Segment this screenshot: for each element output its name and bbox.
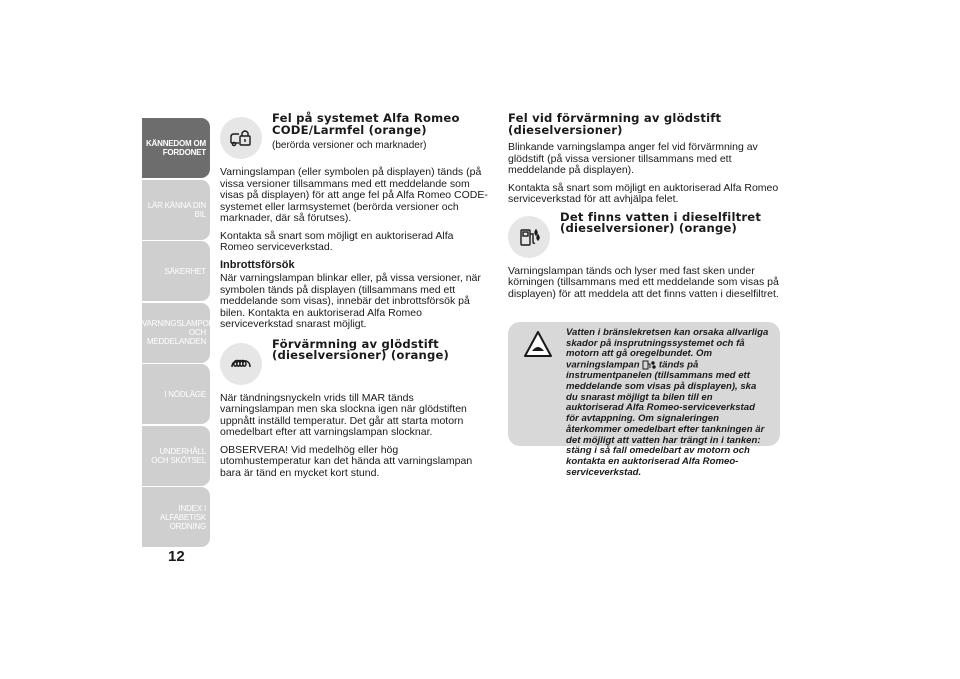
tab-sakerhet[interactable] — [142, 241, 210, 301]
warning-triangle-icon — [518, 330, 558, 358]
tab-label: INDEX I ALFABETISK ORDNING — [159, 503, 206, 531]
left-column — [220, 113, 488, 485]
tab-label: I NÖDLÄGE — [164, 389, 206, 399]
section-title: Förvärmning av glödstift (dieselversioner) (orange) — [272, 336, 450, 362]
glow-plug-icon — [220, 343, 262, 385]
tab-label: LÄR KÄNNA DIN BIL — [147, 200, 206, 219]
tab-index[interactable] — [142, 487, 210, 547]
tab-label: SÄKERHET — [164, 266, 206, 276]
paragraph: När varningslampan blinkar eller, på vissa versioner, när symbolen tänds på displayen (tillsammans med ett meddelande som visas), innebär det inbrottsförsök på bilen. Kontakta en auktoriserad Alfa Romeo serviceverkstad snarast möjligt. — [220, 272, 481, 330]
section-title: Fel på systemet Alfa Romeo CODE/Larmfel (orange) — [272, 111, 460, 137]
section-water-in-filter-heading — [508, 209, 780, 258]
paragraph: Varningslampan tänds och lyser med fast sken under körningen (tillsammans med ett meddelande som visas på displayen) för att meddela att det finns vatten i dieselfiltret. — [508, 264, 779, 300]
fuel-water-icon — [642, 360, 656, 370]
subheading: Inbrottsförsök — [220, 258, 295, 271]
tab-label: UNDERHÅLL OCH SKÖTSEL — [151, 446, 206, 465]
paragraph: Varningslampan (eller symbolen på displayen) tänds (på vissa versioner tillsammans med ett meddelande som visas på displayen) för att ange fel på Alfa Romeo CODE-systemet eller larmsystemet (berörda versioner och marknader, där så förutses). — [220, 166, 488, 224]
section-subtitle: (berörda versioner och marknader) — [272, 140, 427, 151]
paragraph: Blinkande varningslampa anger fel vid förvärmning av glödstift (på vissa versioner tillsammans med ett meddelande på displayen). — [508, 141, 758, 176]
tab-label: KÄNNEDOM OM FORDONET — [145, 139, 206, 157]
chapter-tabs — [142, 118, 215, 549]
tab-i-nodlage[interactable] — [142, 364, 210, 424]
section-code-alarm-heading — [220, 113, 488, 159]
warning-text: tänds på instrumentpanelen (tillsammans med ett meddelande som visas på displayen), ska du snarast möjligt ta bilen till en auktoriserad Alfa Romeo-serviceverkstad för avtappning. Om signaleringen återkommer omedelbart efter tankningen är det möjligt att vatten har trängt in i tanken: stäng i så fall omedelbart av motorn och kontakta en auktoriserad Alfa Romeo-serviceverkstad. — [566, 359, 765, 478]
warning-box — [508, 322, 780, 478]
tab-underhall[interactable] — [142, 426, 210, 486]
page-number: 12 — [168, 548, 185, 565]
section-glow-plug-heading — [220, 336, 488, 385]
warning-text: Vatten i bränslekretsen kan orsaka allvarliga skador på insprutningssystemet och få motorn att gå oregelbundet. Om varningslampan — [566, 327, 769, 371]
section-title: Fel vid förvärmning av glödstift (dieselversioner) — [508, 111, 722, 137]
tab-kannedom-om-fordonet[interactable] — [142, 118, 210, 178]
tab-label: VARNINGSLAMPOR OCH MEDDELANDEN — [142, 319, 215, 346]
lock-car-icon — [220, 117, 262, 159]
paragraph: OBSERVERA! Vid medelhög eller hög utomhustemperatur kan det hända att varningslampan bara är tänd en mycket kort stund. — [220, 443, 473, 479]
fuel-water-icon — [508, 216, 550, 258]
tab-lar-kanna-din-bil[interactable] — [142, 180, 210, 240]
tab-varningslampor[interactable] — [142, 303, 215, 363]
paragraph: Kontakta så snart som möjligt en auktoriserad Alfa Romeo serviceverkstad för att avhjälpa felet. — [508, 181, 779, 205]
section-title: Det finns vatten i dieselfiltret (dieselversioner) (orange) — [560, 209, 762, 235]
right-column — [508, 113, 780, 306]
paragraph: När tändningsnyckeln vrids till MAR tänds varningslampan men ska slockna igen när glödstiften uppnått inställd temperatur. Det går att starta motorn omedelbart efter att varningslampan slocknar. — [220, 391, 467, 438]
paragraph: Kontakta så snart som möjligt en auktoriserad Alfa Romeo serviceverkstad. — [220, 229, 454, 253]
